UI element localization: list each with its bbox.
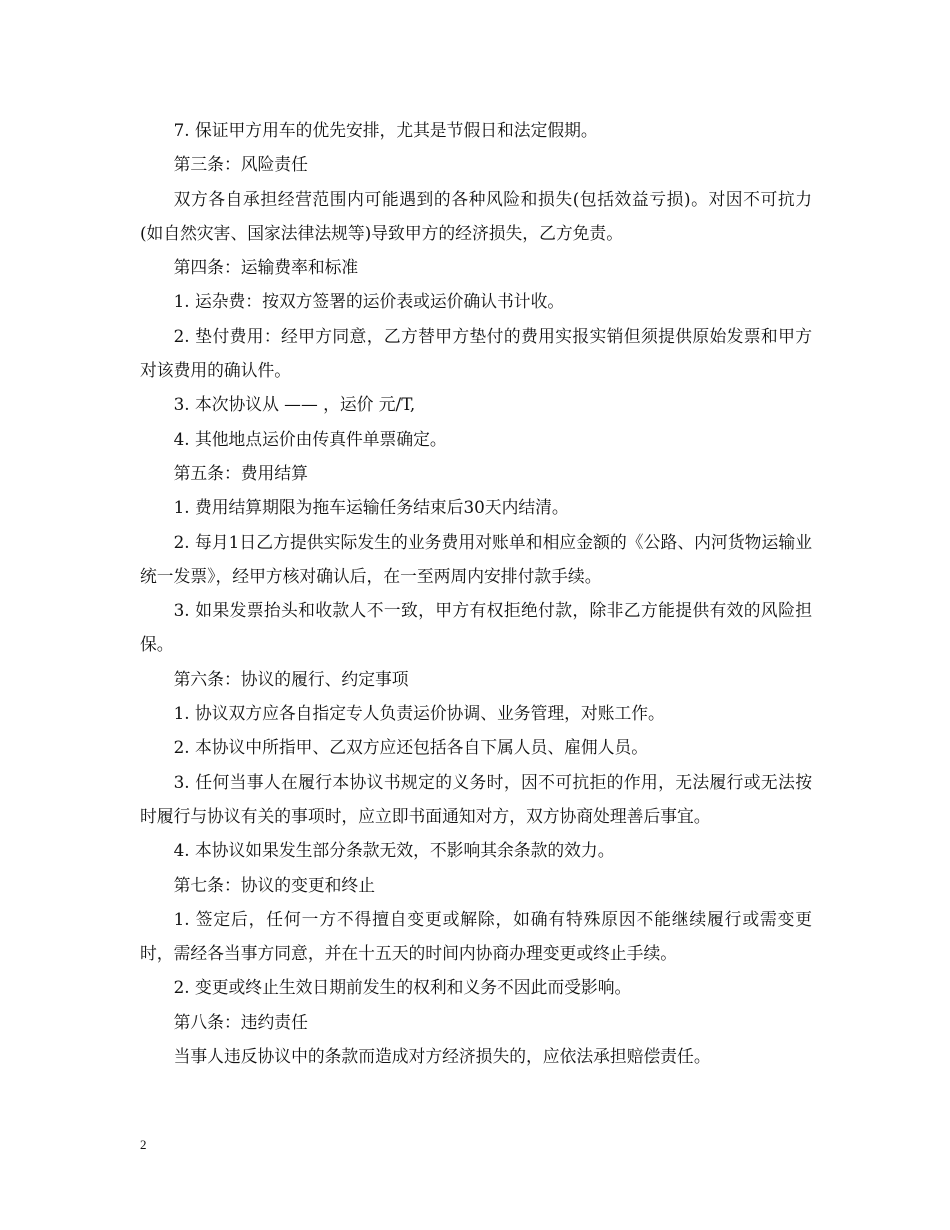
page-number: 2 bbox=[140, 1137, 147, 1152]
document-body bbox=[140, 113, 812, 1073]
paragraph-settlement-2: 2. 每月1日乙方提供实际发生的业务费用对账单和相应金额的《公路、内河货物运输业统一发票》，经甲方核对确认后，在一至两周内安排付款手续。 bbox=[140, 531, 812, 586]
heading-article-8: 第八条：违约责任 bbox=[173, 1011, 308, 1032]
heading-article-7: 第七条：协议的变更和终止 bbox=[173, 874, 375, 895]
heading-article-3: 第三条：风险责任 bbox=[173, 154, 308, 175]
paragraph-liability: 当事人违反协议中的条款而造成对方经济损失的，应依法承担赔偿责任。 bbox=[173, 1046, 711, 1067]
paragraph-performance-1: 1. 协议双方应各自指定专人负责运价协调、业务管理，对账工作。 bbox=[173, 703, 665, 724]
paragraph-performance-4: 4. 本协议如果发生部分条款无效，不影响其余条款的效力。 bbox=[173, 840, 615, 861]
paragraph-freight-1: 1. 运杂费：按双方签署的运价表或运价确认书计收。 bbox=[173, 291, 565, 312]
paragraph-freight-2: 2. 垫付费用：经甲方同意，乙方替甲方垫付的费用实报实销但须提供原始发票和甲方对该费用的确认件。 bbox=[140, 325, 812, 381]
heading-article-5: 第五条：费用结算 bbox=[173, 462, 308, 483]
paragraph-settlement-3: 3. 如果发票抬头和收款人不一致，甲方有权拒绝付款，除非乙方能提供有效的风险担保。 bbox=[140, 600, 812, 655]
heading-article-6: 第六条：协议的履行、约定事项 bbox=[173, 668, 409, 689]
paragraph-risk: 双方各自承担经营范围内可能遇到的各种风险和损失(包括效益亏损)。对因不可抗力(如自然灾害、国家法律法规等)导致甲方的经济损失，乙方免责。 bbox=[140, 188, 812, 243]
paragraph-freight-4: 4. 其他地点运价由传真件单票确定。 bbox=[173, 428, 447, 449]
paragraph-change-2: 2. 变更或终止生效日期前发生的权利和义务不因此而受影响。 bbox=[173, 977, 632, 998]
heading-article-4: 第四条：运输费率和标准 bbox=[173, 257, 359, 278]
paragraph-freight-3: 3. 本次协议从 —— ，运价 元/T, bbox=[173, 394, 416, 415]
paragraph-performance-2: 2. 本协议中所指甲、乙双方应还包括各自下属人员、雇佣人员。 bbox=[173, 737, 649, 758]
paragraph-clause-7: 7. 保证甲方用车的优先安排，尤其是节假日和法定假期。 bbox=[173, 120, 598, 140]
paragraph-change-1: 1. 签定后，任何一方不得擅自变更或解除，如确有特殊原因不能继续履行或需变更时，需经各当事方同意，并在十五天的时间内协商办理变更或终止手续。 bbox=[140, 908, 812, 964]
paragraph-settlement-1: 1. 费用结算期限为拖车运输任务结束后30天内结清。 bbox=[173, 497, 569, 518]
paragraph-performance-3: 3. 任何当事人在履行本协议书规定的义务时，因不可抗拒的作用，无法履行或无法按时履行与协议有关的事项时，应立即书面通知对方，双方协商处理善后事宜。 bbox=[140, 771, 812, 826]
